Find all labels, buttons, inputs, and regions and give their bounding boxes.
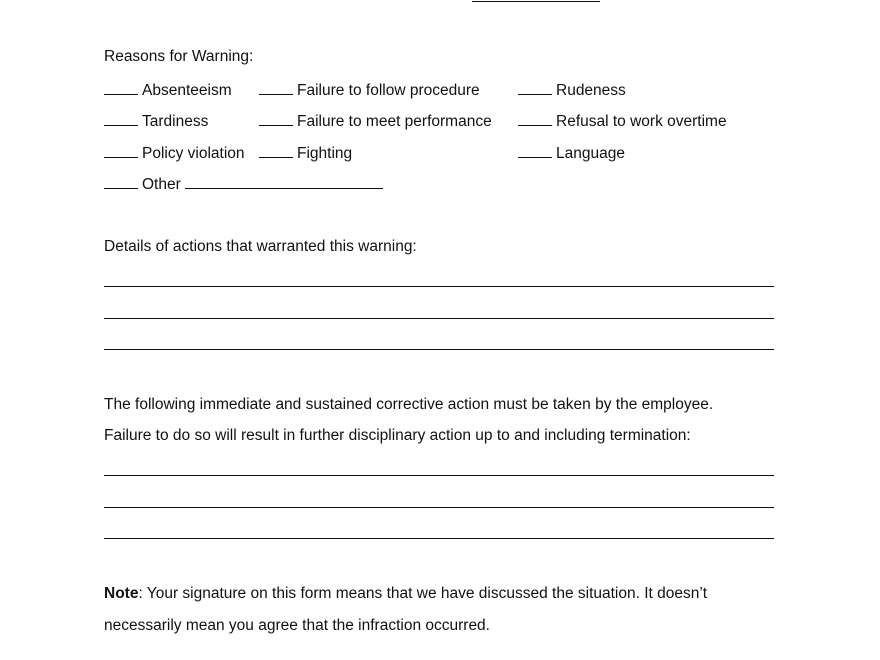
corrective-line-3[interactable] [104, 538, 774, 539]
reason-language[interactable] [518, 143, 625, 163]
reason-tardiness[interactable] [104, 111, 208, 131]
reason-blank[interactable] [104, 143, 138, 158]
reason-label: Rudeness [556, 82, 626, 99]
reason-label: Refusal to work overtime [556, 113, 727, 130]
note-line-1 [104, 585, 707, 603]
top-cutoff-blank[interactable] [472, 0, 600, 2]
reason-blank[interactable] [104, 174, 138, 189]
reason-label: Tardiness [142, 113, 209, 130]
reason-fighting[interactable] [259, 143, 352, 163]
note-label: Note [104, 585, 139, 602]
reason-label: Absenteeism [142, 82, 232, 99]
reason-blank[interactable] [104, 80, 138, 95]
details-heading: Details of actions that warranted this warning: [104, 238, 417, 255]
other-reason-blank[interactable] [185, 174, 383, 189]
corrective-text-line-1: The following immediate and sustained corrective action must be taken by the employee. [104, 396, 714, 413]
note-text-1: : Your signature on this form means that we have discussed the situation. It doesn’t [138, 585, 708, 602]
details-line-1[interactable] [104, 286, 774, 287]
top-cutoff-line [104, 0, 175, 5]
reason-label: Other [142, 176, 181, 193]
warning-form-page [104, 0, 776, 660]
corrective-text-line-2: Failure to do so will result in further disciplinary action up to and including termination: [104, 427, 691, 444]
reason-failure-to-meet-performance[interactable] [259, 111, 492, 131]
corrective-line-2[interactable] [104, 507, 774, 508]
reason-rudeness[interactable] [518, 80, 626, 100]
corrective-line-1[interactable] [104, 475, 774, 476]
reason-other[interactable] [104, 174, 383, 194]
reason-failure-to-follow-procedure[interactable] [259, 80, 480, 100]
reason-blank[interactable] [259, 111, 293, 126]
reason-blank[interactable] [104, 111, 138, 126]
note-line-2: necessarily mean you agree that the infraction occurred. [104, 617, 490, 634]
reason-label: Language [556, 145, 625, 162]
reason-blank[interactable] [518, 143, 552, 158]
details-line-3[interactable] [104, 349, 774, 350]
reason-policy-violation[interactable] [104, 143, 245, 163]
reason-blank[interactable] [259, 143, 293, 158]
reason-blank[interactable] [518, 80, 552, 95]
reason-label: Failure to follow procedure [297, 82, 480, 99]
reason-blank[interactable] [259, 80, 293, 95]
reason-label: Policy violation [142, 145, 245, 162]
reasons-heading: Reasons for Warning: [104, 48, 254, 65]
reason-absenteeism[interactable] [104, 80, 232, 100]
reason-refusal-to-work-overtime[interactable] [518, 111, 727, 131]
reason-blank[interactable] [518, 111, 552, 126]
details-line-2[interactable] [104, 318, 774, 319]
reason-label: Fighting [297, 145, 353, 162]
reason-label: Failure to meet performance [297, 113, 492, 130]
